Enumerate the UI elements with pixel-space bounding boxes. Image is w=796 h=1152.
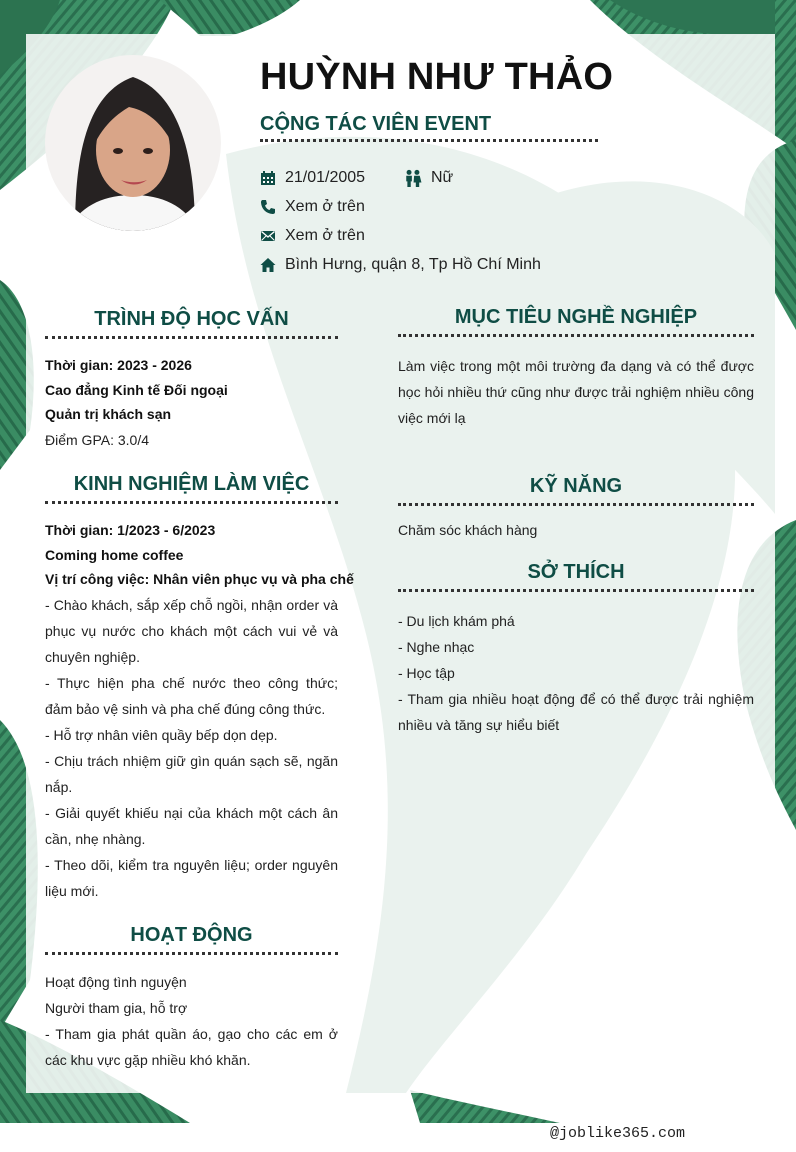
education-block	[45, 353, 338, 453]
phone-value: Xem ở trên	[285, 198, 365, 215]
dob-row	[260, 169, 365, 187]
activities-divider	[45, 952, 338, 955]
activity-desc: - Tham gia phát quần áo, gạo cho các em ở các khu vực gặp nhiều khó khăn.	[45, 1026, 338, 1068]
experience-block	[45, 518, 354, 904]
candidate-name: HUỲNH NHƯ THẢO	[260, 56, 614, 98]
skills-title: KỸ NĂNG	[529, 475, 623, 497]
activities-title: HOẠT ĐỘNG	[130, 924, 253, 946]
education-school: Cao đẳng Kinh tế Đối ngoại	[45, 381, 228, 398]
objective-divider	[398, 334, 754, 337]
experience-position: Vị trí công việc: Nhân viên phục vụ và pha chế	[45, 571, 354, 587]
education-title: TRÌNH ĐỘ HỌC VẤN	[94, 308, 289, 330]
experience-duty: - Hỗ trợ nhân viên quầy bếp dọn dẹp.	[45, 726, 278, 743]
experience-duty: - Chào khách, sắp xếp chỗ ngồi, nhận order và phục vụ nước cho khách một cách vui vẻ và chuyên nghiệp.	[45, 596, 338, 665]
role-divider	[260, 139, 598, 142]
education-gpa: Điểm GPA: 3.0/4	[45, 431, 150, 448]
address-row	[260, 256, 541, 274]
profile-photo	[45, 55, 221, 231]
education-divider	[45, 336, 338, 339]
education-major: Quản trị khách sạn	[45, 406, 172, 422]
experience-time: Thời gian: 1/2023 - 6/2023	[45, 522, 216, 538]
experience-duty: - Giải quyết khiếu nại của khách một cách ân cần, nhẹ nhàng.	[45, 804, 338, 847]
hobby-item: - Du lịch khám phá	[398, 613, 515, 629]
candidate-role: CỘNG TÁC VIÊN EVENT	[260, 113, 492, 135]
activity-role: Người tham gia, hỗ trợ	[45, 1000, 188, 1016]
experience-title: KINH NGHIỆM LÀM VIỆC	[73, 473, 310, 495]
objective-title: MỤC TIÊU NGHỀ NGHIỆP	[454, 306, 698, 328]
dob-value: 21/01/2005	[285, 169, 366, 186]
hobby-item: - Tham gia nhiều hoạt động để có thể được trải nghiệm nhiều và tăng sự hiểu biết	[398, 691, 754, 733]
experience-duty: - Chịu trách nhiệm giữ gìn quán sạch sẽ, ngăn nắp.	[45, 752, 338, 795]
activity-name: Hoạt động tình nguyện	[45, 974, 187, 990]
phone-row	[260, 198, 365, 216]
experience-duty: - Thực hiện pha chế nước theo công thức; đảm bảo vệ sinh và pha chế đúng công thức.	[45, 674, 338, 717]
email-value: Xem ở trên	[285, 227, 365, 244]
gender-row	[404, 169, 453, 187]
activities-block	[45, 969, 338, 1073]
hobbies-title: SỞ THÍCH	[527, 561, 625, 583]
hobby-item: - Học tập	[398, 665, 455, 681]
gender-value: Nữ	[431, 169, 454, 186]
hobby-item: - Nghe nhạc	[398, 639, 475, 655]
email-row	[260, 227, 365, 245]
address-value: Bình Hưng, quận 8, Tp Hồ Chí Minh	[285, 256, 541, 273]
skills-block	[398, 517, 754, 543]
phone-icon	[260, 199, 276, 215]
people-icon	[404, 169, 422, 187]
calendar-icon	[260, 170, 276, 186]
experience-company: Coming home coffee	[45, 546, 184, 563]
skill-item: Chăm sóc khách hàng	[398, 522, 538, 538]
footer-credit: @joblike365.com	[550, 1125, 686, 1142]
objective-block	[398, 353, 754, 431]
home-icon	[260, 257, 276, 273]
skills-divider	[398, 503, 754, 506]
experience-divider	[45, 501, 338, 504]
hobbies-divider	[398, 589, 754, 592]
experience-duty: - Theo dõi, kiểm tra nguyên liệu; order nguyên liệu mới.	[45, 856, 338, 899]
envelope-icon	[260, 228, 276, 244]
hobbies-block	[398, 608, 754, 738]
objective-text: Làm việc trong một môi trường đa dạng và có thể được học hỏi nhiều thứ cũng như được trải nghiệm nhiều công việc mới lạ	[398, 358, 754, 426]
education-time: Thời gian: 2023 - 2026	[45, 357, 192, 373]
